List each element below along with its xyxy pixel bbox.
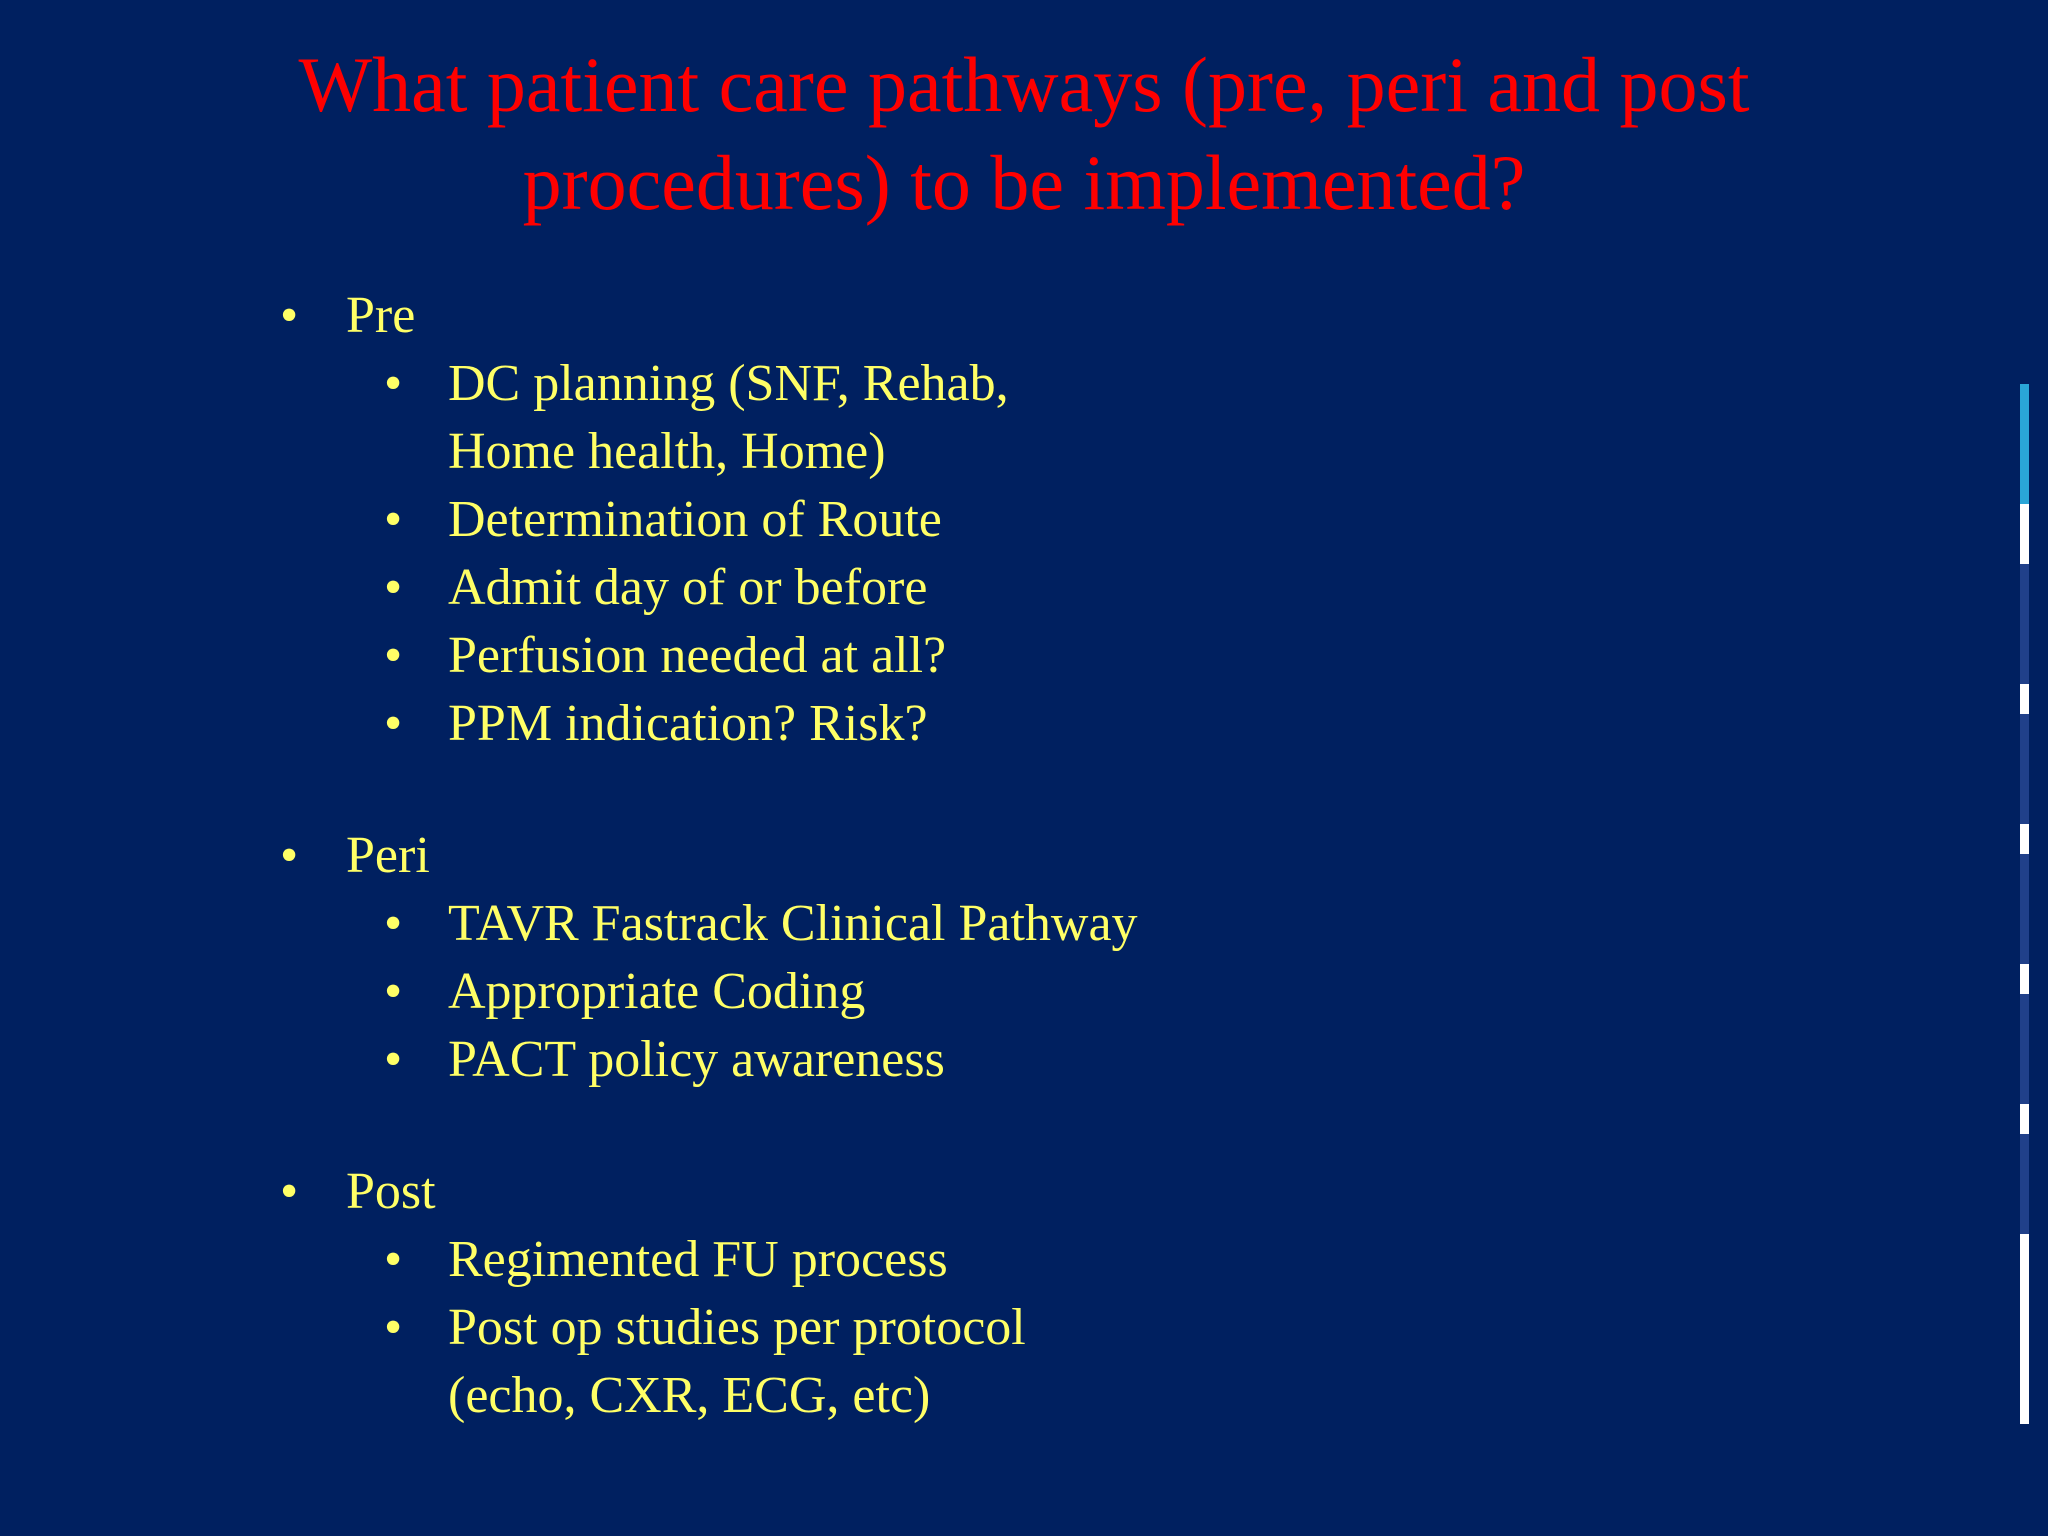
side-scrollbar[interactable] <box>2020 384 2029 1424</box>
list-item: • Admit day of or before <box>280 554 1380 622</box>
list-item: • PACT policy awareness <box>280 1026 1380 1094</box>
section-heading-post: • Post <box>280 1158 1380 1226</box>
list-item: • Post op studies per protocol (echo, CXR, ECG, etc) <box>280 1294 1128 1430</box>
section-items-post <box>280 1226 1380 1430</box>
slide-title <box>0 36 2048 232</box>
list-item: • Appropriate Coding <box>280 958 1380 1026</box>
section-post <box>280 1158 1380 1430</box>
section-items-peri <box>280 890 1380 1094</box>
scrollbar-marker <box>2020 1134 2029 1234</box>
section-items-pre <box>280 350 1380 758</box>
scrollbar-marker <box>2020 854 2029 964</box>
slide-title-line-2: procedures) to be implemented? <box>522 139 1526 226</box>
section-heading-pre: • Pre <box>280 282 1380 350</box>
list-item: • Perfusion needed at all? <box>280 622 1380 690</box>
scrollbar-marker <box>2020 564 2029 684</box>
scrollbar-marker <box>2020 994 2029 1104</box>
scrollbar-marker <box>2020 714 2029 824</box>
section-peri <box>280 822 1380 1094</box>
slide-title-line-1: What patient care pathways (pre, peri and post <box>298 41 1750 128</box>
list-item: • Regimented FU process <box>280 1226 1380 1294</box>
list-item: • PPM indication? Risk? <box>280 690 1380 758</box>
slide-content <box>280 282 1380 1430</box>
list-item: • TAVR Fastrack Clinical Pathway <box>280 890 1380 958</box>
scrollbar-thumb[interactable] <box>2020 384 2029 504</box>
list-item: • Determination of Route <box>280 486 1380 554</box>
section-heading-peri: • Peri <box>280 822 1380 890</box>
section-pre <box>280 282 1380 758</box>
list-item: • DC planning (SNF, Rehab, Home health, Home) <box>280 350 1088 486</box>
